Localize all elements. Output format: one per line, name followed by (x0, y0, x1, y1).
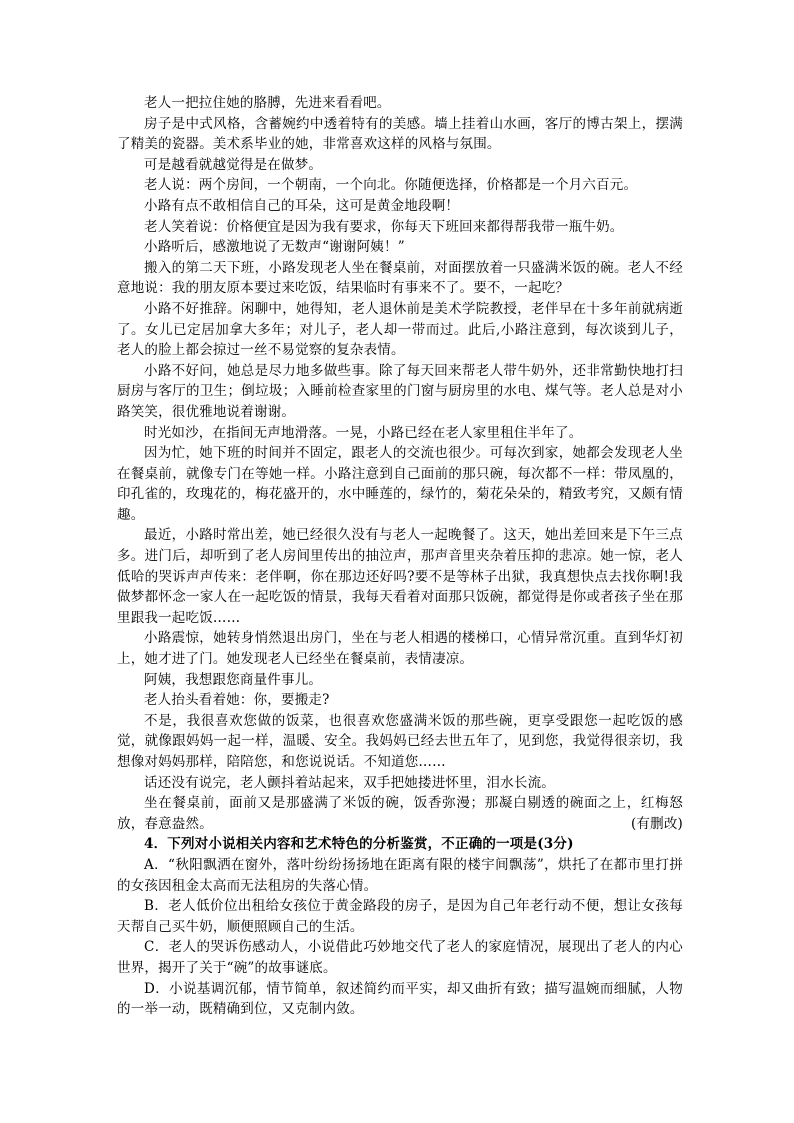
story-paragraph-12: 因为忙，她下班的时间并不固定，跟老人的交流也很少。可每次到家，她都会发现老人坐在餐桌前，就像专门在等她一样。小路注意到自己面前的那只碗，每次都不一样：带凤凰的，印孔雀的，玫瑰花的，梅花盛开的，水中睡莲的，绿竹的，菊花朵朵的，精致考究，又颇有情趣。 (117, 445, 683, 523)
story-paragraph-18: 话还没有说完，老人颤抖着站起来，双手把她搂进怀里，泪水长流。 (144, 774, 555, 791)
option-a: A．“秋阳飘洒在窗外，落叶纷纷扬扬地在距离有限的楼宇间飘荡”，烘托了在都市里打拼的女孩因租金太高而无法租房的失落心情。 (117, 856, 683, 894)
story-paragraph-4: 老人说：两个房间，一个朝南，一个向北。你随便选择，价格都是一个月六百元。 (144, 177, 638, 194)
option-d: D．小说基调沉郁，情节简单，叙述简约而平实，却又曲折有致；描写温婉而细腻，人物的一举一动，既精确到位，又克制内敛。 (117, 980, 683, 1018)
story-paragraph-11: 时光如沙，在指间无声地滑落。一晃，小路已经在老人家里租住半年了。 (144, 424, 583, 441)
story-paragraph-15: 阿姨，我想跟您商量件事儿。 (144, 671, 323, 688)
story-paragraph-17: 不是，我很喜欢您做的饭菜，也很喜欢您盛满米饭的那些碗，更享受跟您一起吃饭的感觉，就像跟妈妈一起一样，温暖、安全。我妈妈已经去世五年了，见到您，我觉得很亲切，我想像对妈妈那样，陪陪您，和您说说话。不知道您…… (117, 712, 683, 770)
story-paragraph-19-text: 坐在餐桌前，面前又是那盛满了米饭的碗，饭香弥漫；那凝白剔透的碗面之上，红梅怒放，春意盎然。 (117, 795, 683, 832)
story-paragraph-6: 老人笑着说：价格便宜是因为我有要求，你每天下班回来都得帮我带一瓶牛奶。 (144, 218, 624, 235)
story-paragraph-13: 最近，小路时常出差，她已经很久没有与老人一起晚餐了。这天，她出差回来是下午三点多。进门后，却听到了老人房间里传出的抽泣声，那声音里夹杂着压抑的悲凉。她一惊，老人低哈的哭诉声声传来：老伴啊，你在那边还好吗?要不是等林子出狱，我真想快点去找你啊!我做梦都怀念一家人在一起吃饭的情景，我每天看着对面那只饭碗，都觉得是你或者孩子坐在那里跟我一起吃饭…… (117, 527, 683, 626)
story-paragraph-16: 老人抬头看着她：你，要搬走? (144, 692, 330, 709)
story-paragraph-14: 小路震惊，她转身悄然退出房门，坐在与老人相遇的楼梯口，心情异常沉重。直到华灯初上，她才进了门。她发现老人已经坐在餐桌前，表情凄凉。 (117, 630, 683, 668)
option-c: C．老人的哭诉伤感动人，小说借此巧妙地交代了老人的家庭情况，展现出了老人的内心世界，揭开了关于“碗”的故事谜底。 (117, 939, 683, 976)
story-paragraph-10: 小路不好问，她总是尽力地多做些事。除了每天回来帮老人带牛奶外，还非常勤快地打扫厨房与客厅的卫生；倒垃圾；入睡前检查家里的门窗与厨房里的水电、煤气等。老人总是对小路笑笑，很优雅地说着谢谢。 (117, 362, 683, 420)
story-paragraph-3: 可是越看就越觉得是在做梦。 (144, 156, 323, 173)
story-paragraph-5: 小路有点不敢相信自己的耳朵，这可是黄金地段啊！ (144, 197, 460, 214)
story-paragraph-9: 小路不好推辞。闲聊中，她得知，老人退休前是美术学院教授，老伴早在十多年前就病逝了。女儿已定居加拿大多年；对儿子，老人却一带而过。此后,小路注意到，每次谈到儿子，老人的脸上都会掠过一丝不易觉察的复杂表情。 (117, 300, 683, 359)
question-stem: 4．下列对小说相关内容和艺术特色的分析鉴赏，不正确的一项是(3分) (144, 836, 574, 853)
story-paragraph-8: 搬入的第二天下班，小路发现老人坐在餐桌前，对面摆放着一只盛满米饭的碗。老人不经意地说：我的朋友原本要过来吃饭，结果临时有事来不了。要不，一起吃？ (117, 259, 683, 297)
story-paragraph-1: 老人一把拉住她的胳膊，先进来看看吧。 (144, 95, 391, 111)
story-paragraph-19 (117, 793, 683, 834)
source-note: (有删改) (630, 815, 683, 832)
story-paragraph-2: 房子是中式风格，含蓄婉约中透着特有的美感。墙上挂着山水画，客厅的博古架上，摆满了精美的瓷器。美术系毕业的她，非常喜欢这样的风格与氛围。 (117, 115, 683, 153)
document-page (117, 93, 683, 1020)
story-paragraph-7: 小路听后，感激地说了无数声“谢谢阿姨！” (144, 239, 405, 256)
option-b: B．老人低价位出租给女孩位于黄金路段的房子，是因为自己年老行动不便，想让女孩每天帮自己买牛奶，顺便照顾自己的生活。 (117, 898, 683, 935)
